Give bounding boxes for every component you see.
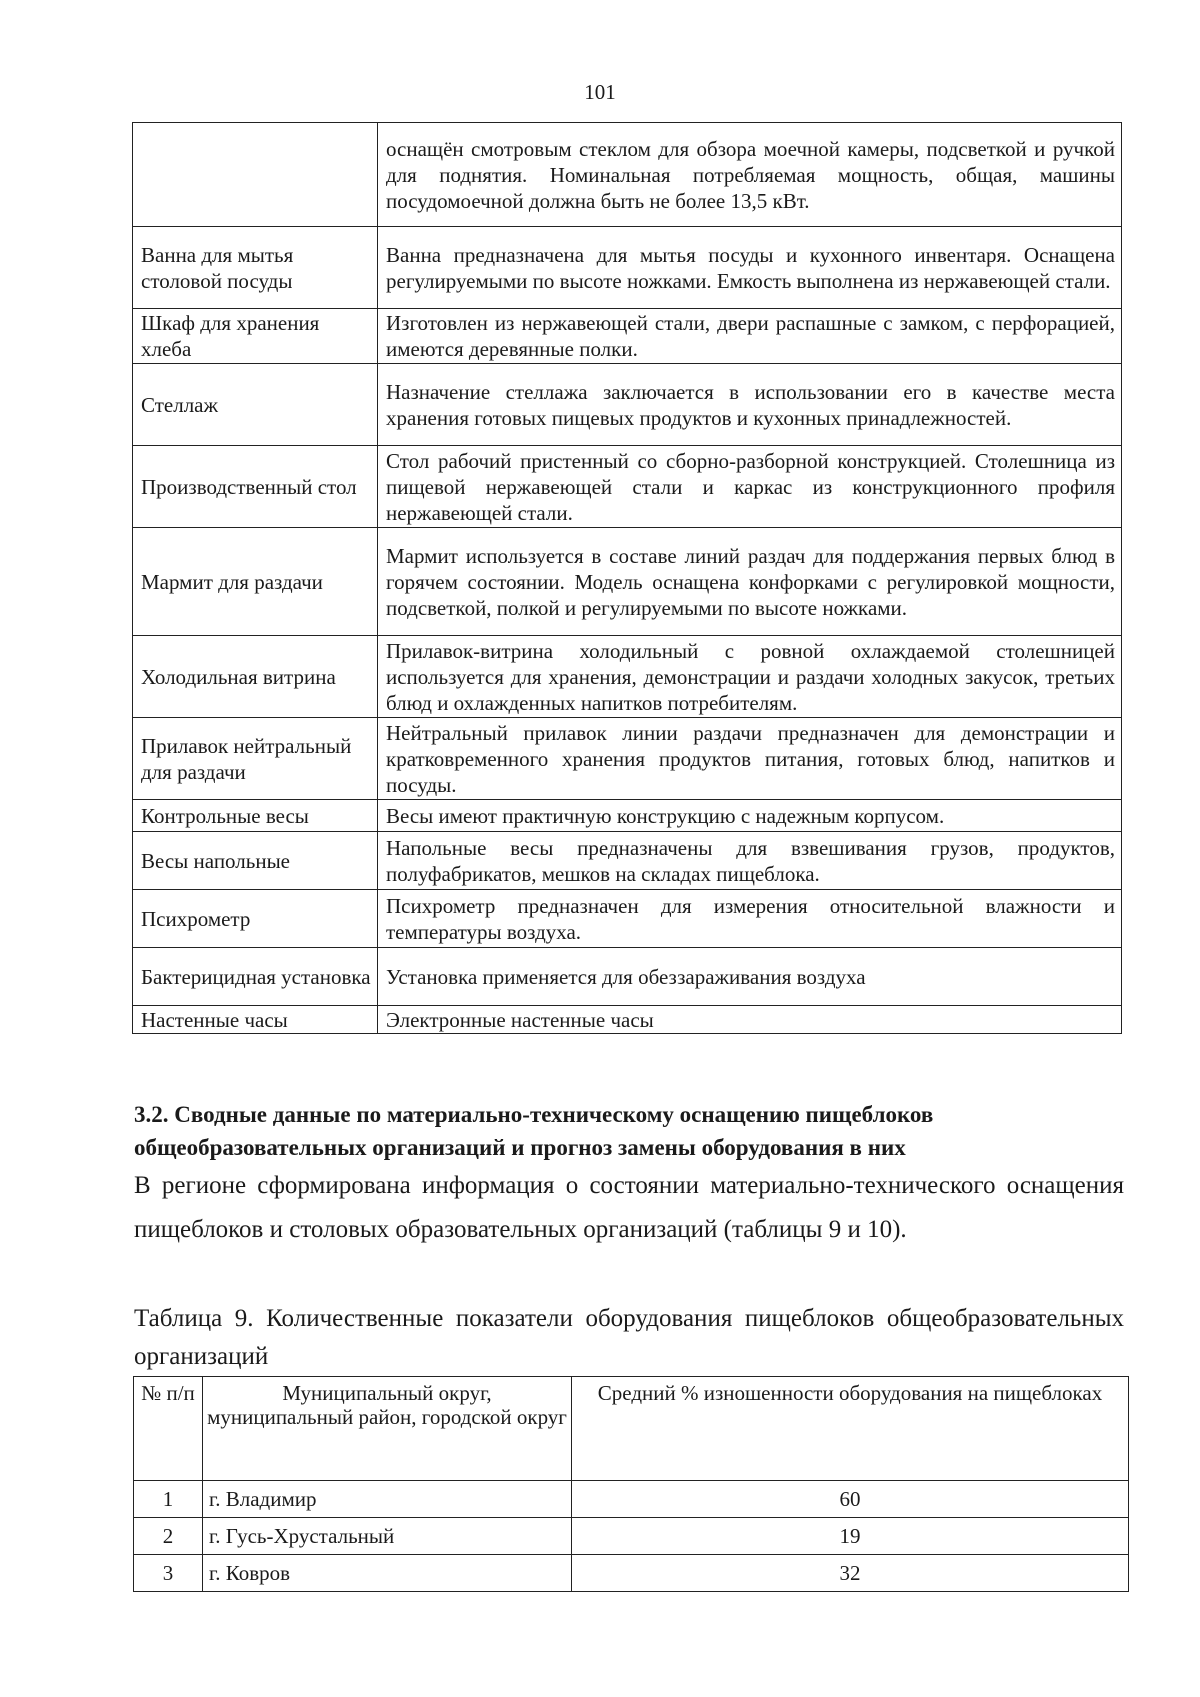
equipment-name: Психрометр <box>133 890 378 948</box>
column-header-number: № п/п <box>134 1377 203 1481</box>
table-row <box>133 227 1122 309</box>
table-row <box>133 1006 1122 1034</box>
table-row <box>133 718 1122 800</box>
section-title: 3.2. Сводные данные по материально-техническому оснащению пищеблоков общеобразовательных организаций и прогноз замены оборудования в них <box>134 1102 934 1160</box>
equipment-description: Мармит используется в составе линий раздач для поддержания первых блюд в горячем состоянии. Модель оснащена конфорками с регулировкой мощности, подсветкой, полкой и регулируемыми по высоте ножками. <box>378 528 1122 636</box>
section-text: В регионе сформирована информация о состоянии материально-технического оснащения пищеблоков и столовых образовательных организаций (таблицы 9 и 10). <box>134 1172 1124 1243</box>
equipment-description: Ванна предназначена для мытья посуды и кухонного инвентаря. Оснащена регулируемыми по высоте ножками. Емкость выполнена из нержавеющей стали. <box>378 227 1122 309</box>
equipment-description: Электронные настенные часы <box>378 1006 1122 1034</box>
equipment-description: Напольные весы предназначены для взвешивания грузов, продуктов, полуфабрикатов, мешков на складах пищеблока. <box>378 832 1122 890</box>
district-name: г. Ковров <box>203 1555 572 1592</box>
table-row <box>134 1555 1129 1592</box>
equipment-description: Назначение стеллажа заключается в использовании его в качестве места хранения готовых пищевых продуктов и кухонных принадлежностей. <box>378 364 1122 446</box>
table-row <box>134 1518 1129 1555</box>
equipment-name: Мармит для раздачи <box>133 528 378 636</box>
equipment-name: Стеллаж <box>133 364 378 446</box>
wear-percent: 32 <box>572 1555 1129 1592</box>
equipment-description: Психрометр предназначен для измерения относительной влажности и температуры воздуха. <box>378 890 1122 948</box>
equipment-description: Стол рабочий пристенный со сборно-разборной конструкцией. Столешница из пищевой нержавеющей стали и каркас из конструкционного профиля нержавеющей стали. <box>378 446 1122 528</box>
table-row <box>133 309 1122 364</box>
equipment-name: Весы напольные <box>133 832 378 890</box>
equipment-name: Холодильная витрина <box>133 636 378 718</box>
table-caption: Таблица 9. Количественные показатели оборудования пищеблоков общеобразовательных организаций <box>134 1305 1124 1370</box>
equipment-name <box>133 123 378 227</box>
wear-percent: 60 <box>572 1481 1129 1518</box>
equipment-name: Прилавок нейтральный для раздачи <box>133 718 378 800</box>
district-name: г. Гусь-Хрустальный <box>203 1518 572 1555</box>
table-row <box>133 446 1122 528</box>
page-number: 101 <box>584 80 616 104</box>
equipment-table <box>132 122 1122 1034</box>
equipment-name: Контрольные весы <box>133 800 378 832</box>
stats-table <box>133 1376 1129 1592</box>
equipment-name: Шкаф для хранения хлеба <box>133 309 378 364</box>
equipment-name: Настенные часы <box>133 1006 378 1034</box>
table-row <box>133 636 1122 718</box>
column-header-wear: Средний % изношенности оборудования на пищеблоках <box>572 1377 1129 1481</box>
table-row <box>133 528 1122 636</box>
equipment-description: Установка применяется для обеззараживания воздуха <box>378 948 1122 1006</box>
row-number: 3 <box>134 1555 203 1592</box>
equipment-name: Бактерицидная установка <box>133 948 378 1006</box>
table-row <box>133 364 1122 446</box>
table-row <box>133 800 1122 832</box>
district-name: г. Владимир <box>203 1481 572 1518</box>
table-row <box>133 890 1122 948</box>
row-number: 2 <box>134 1518 203 1555</box>
table-row <box>133 832 1122 890</box>
table-header-row <box>134 1377 1129 1481</box>
equipment-description: Изготовлен из нержавеющей стали, двери распашные с замком, с перфорацией, имеются деревянные полки. <box>378 309 1122 364</box>
equipment-description: оснащён смотровым стеклом для обзора моечной камеры, подсветкой и ручкой для поднятия. Номинальная потребляемая мощность, общая, машины посудомоечной должна быть не более 13,5 кВт. <box>378 123 1122 227</box>
equipment-name: Производственный стол <box>133 446 378 528</box>
column-header-district: Муниципальный округ, муниципальный район, городской округ <box>203 1377 572 1481</box>
equipment-description: Прилавок-витрина холодильный с ровной охлаждаемой столешницей используется для хранения, демонстрации и раздачи холодных закусок, третьих блюд и охлажденных напитков потребителям. <box>378 636 1122 718</box>
equipment-description: Нейтральный прилавок линии раздачи предназначен для демонстрации и кратковременного хранения продуктов питания, готовых блюд, напитков и посуды. <box>378 718 1122 800</box>
wear-percent: 19 <box>572 1518 1129 1555</box>
table-row <box>134 1481 1129 1518</box>
table-row <box>133 948 1122 1006</box>
equipment-description: Весы имеют практичную конструкцию с надежным корпусом. <box>378 800 1122 832</box>
table-row <box>133 123 1122 227</box>
row-number: 1 <box>134 1481 203 1518</box>
equipment-name: Ванна для мытья столовой посуды <box>133 227 378 309</box>
